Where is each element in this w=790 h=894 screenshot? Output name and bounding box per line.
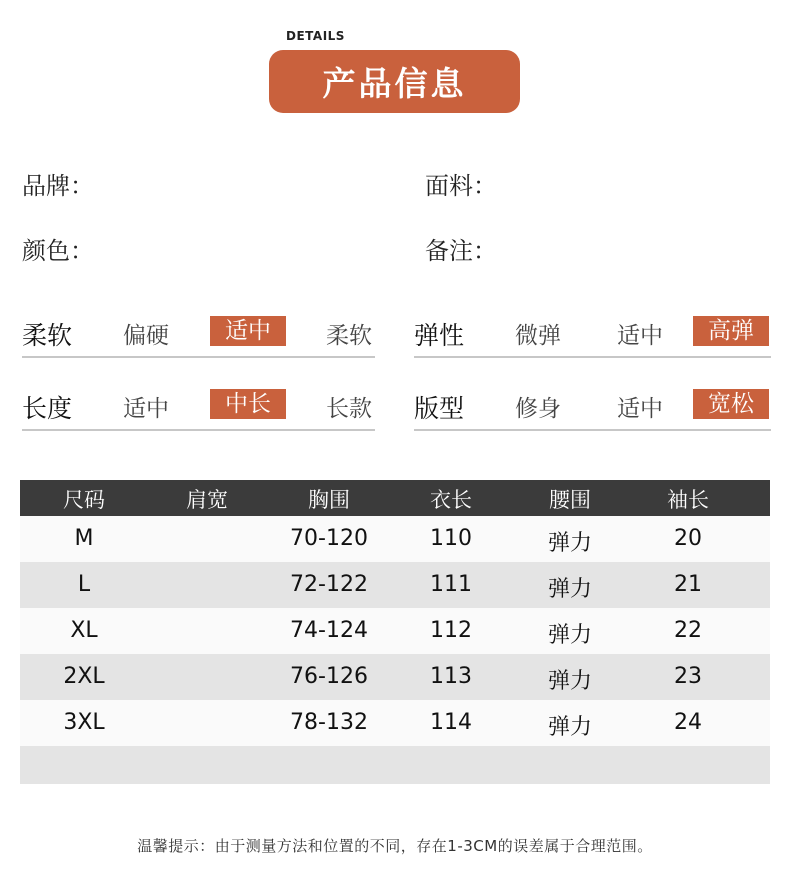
details-label: DETAILS: [286, 29, 345, 43]
brand-field: 品牌：: [22, 172, 94, 200]
fit-option-3-selected: 宽松: [693, 389, 769, 419]
header-size: 尺码: [63, 488, 105, 512]
length-row: [22, 389, 375, 431]
remark-field: 备注：: [425, 237, 497, 265]
length-option-3: 长款: [326, 396, 372, 422]
table-row: [20, 608, 770, 654]
cell-sleeve: 22: [674, 618, 702, 643]
page-title: 产品信息: [269, 50, 520, 113]
cell-waist: 弹力: [547, 577, 592, 602]
fit-option-1: 修身: [515, 396, 561, 422]
table-row: [20, 700, 770, 746]
color-field: 颜色：: [22, 237, 94, 265]
header-sleeve: 袖长: [667, 488, 709, 512]
elasticity-option-3-selected: 高弹: [693, 316, 769, 346]
cell-length: 111: [430, 572, 472, 597]
cell-chest: 70-120: [290, 526, 368, 551]
table-row: [20, 516, 770, 562]
cell-sleeve: 23: [674, 664, 702, 689]
cell-sleeve: 20: [674, 526, 702, 551]
cell-chest: 74-124: [290, 618, 368, 643]
cell-size: L: [77, 572, 91, 597]
header-waist: 腰围: [549, 488, 591, 512]
cell-size: M: [74, 526, 94, 551]
table-row: [20, 562, 770, 608]
fit-label: 版型: [414, 394, 465, 423]
cell-chest: 78-132: [290, 710, 368, 735]
cell-sleeve: 24: [674, 710, 702, 735]
softness-label: 柔软: [22, 321, 73, 350]
table-row: [20, 654, 770, 700]
cell-length: 112: [430, 618, 472, 643]
cell-size: 3XL: [63, 710, 105, 735]
length-label: 长度: [22, 394, 73, 423]
softness-row: [22, 316, 375, 358]
table-filler-row: [20, 746, 770, 784]
elasticity-option-2: 适中: [617, 323, 663, 349]
cell-length: 114: [430, 710, 472, 735]
cell-waist: 弹力: [547, 623, 592, 648]
size-table: [20, 480, 770, 784]
cell-sleeve: 21: [674, 572, 702, 597]
cell-length: 110: [430, 526, 472, 551]
cell-size: 2XL: [63, 664, 105, 689]
softness-option-2-selected: 适中: [210, 316, 286, 346]
fit-row: [414, 389, 771, 431]
cell-length: 113: [430, 664, 472, 689]
cell-waist: 弹力: [547, 531, 592, 556]
elasticity-row: [414, 316, 771, 358]
cell-chest: 72-122: [290, 572, 368, 597]
cell-size: XL: [70, 618, 98, 643]
cell-chest: 76-126: [290, 664, 368, 689]
fit-option-2: 适中: [617, 396, 663, 422]
header-length: 衣长: [430, 488, 472, 512]
header-shoulder: 肩宽: [186, 488, 228, 512]
softness-option-3: 柔软: [326, 323, 372, 349]
softness-option-1: 偏硬: [123, 323, 169, 349]
elasticity-label: 弹性: [414, 321, 465, 350]
length-option-2-selected: 中长: [210, 389, 286, 419]
length-option-1: 适中: [123, 396, 169, 422]
fabric-field: 面料：: [425, 172, 497, 200]
cell-waist: 弹力: [547, 669, 592, 694]
header-chest: 胸围: [308, 488, 350, 512]
cell-waist: 弹力: [547, 715, 592, 740]
measurement-note: 温馨提示：由于测量方法和位置的不同，存在1-3CM的误差属于合理范围。: [137, 837, 653, 855]
table-header: [20, 480, 770, 516]
elasticity-option-1: 微弹: [515, 323, 561, 349]
